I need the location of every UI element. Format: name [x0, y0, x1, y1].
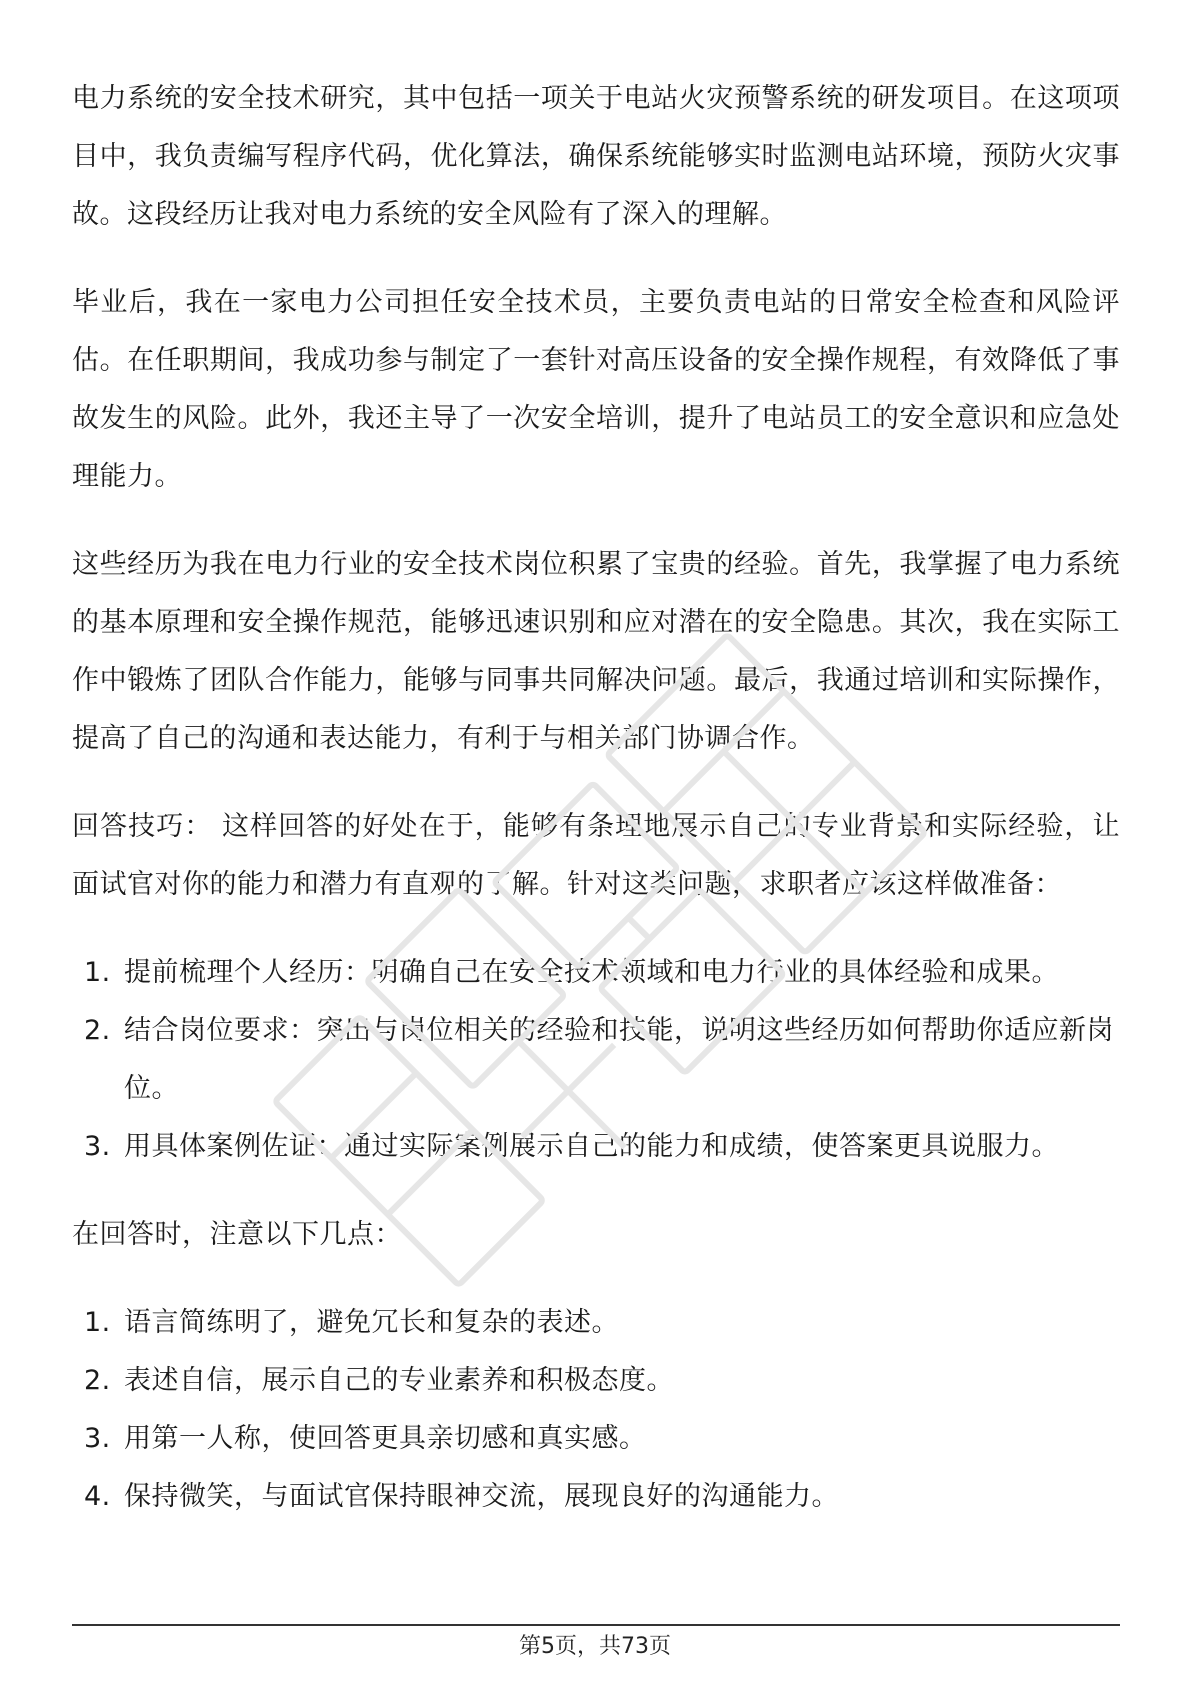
list-item-number: 2. — [84, 1365, 111, 1396]
page-content — [72, 70, 1120, 1556]
list-item — [72, 1352, 1120, 1410]
notes-list — [72, 1294, 1120, 1526]
paragraph-accumulated-experience: 这些经历为我在电力行业的安全技术岗位积累了宝贵的经验。首先，我掌握了电力系统的基本原理和安全操作规范，能够迅速识别和应对潜在的安全隐患。其次，我在实际工作中锻炼了团队合作能力，能够与同事共同解决问题。最后，我通过培训和实际操作，提高了自己的沟通和表达能力，有利于与相关部门协调合作。 — [72, 549, 1120, 754]
list-item-text: 用第一人称，使回答更具亲切感和真实感。 — [124, 1423, 647, 1454]
list-item-text: 语言简练明了，避免冗长和复杂的表述。 — [124, 1307, 619, 1338]
paragraph-notes-intro: 在回答时，注意以下几点： — [72, 1219, 402, 1250]
list-item — [72, 1002, 1120, 1118]
list-item — [72, 1410, 1120, 1468]
list-item-text: 表述自信，展示自己的专业素养和积极态度。 — [124, 1365, 674, 1396]
list-item — [72, 1294, 1120, 1352]
list-item-text: 提前梳理个人经历：明确自己在安全技术领域和电力行业的具体经验和成果。 — [124, 957, 1059, 988]
paragraph-research: 电力系统的安全技术研究，其中包括一项关于电站火灾预警系统的研发项目。在这项项目中，我负责编写程序代码，优化算法，确保系统能够实时监测电站环境，预防火灾事故。这段经历让我对电力系统的安全风险有了深入的理解。 — [72, 83, 1120, 230]
list-item-number: 3. — [84, 1423, 111, 1454]
list-item-number: 3. — [84, 1131, 111, 1162]
paragraph-work-experience: 毕业后，我在一家电力公司担任安全技术员，主要负责电站的日常安全检查和风险评估。在任职期间，我成功参与制定了一套针对高压设备的安全操作规程，有效降低了事故发生的风险。此外，我还主导了一次安全培训，提升了电站员工的安全意识和应急处理能力。 — [72, 287, 1120, 492]
list-item-number: 2. — [84, 1015, 111, 1046]
list-item — [72, 944, 1120, 1002]
paragraph-answer-tips: 回答技巧： 这样回答的好处在于，能够有条理地展示自己的专业背景和实际经验，让面试官对你的能力和潜力有直观的了解。针对这类问题，求职者应该这样做准备： — [72, 811, 1120, 900]
list-item-text: 保持微笑，与面试官保持眼神交流，展现良好的沟通能力。 — [124, 1481, 839, 1512]
list-item — [72, 1118, 1120, 1176]
list-item-text: 用具体案例佐证：通过实际案例展示自己的能力和成绩，使答案更具说服力。 — [124, 1131, 1059, 1162]
list-item-number: 4. — [84, 1481, 111, 1512]
footer-divider — [72, 1624, 1120, 1626]
page-number-footer: 第5页，共73页 — [519, 1634, 671, 1659]
list-item-number: 1. — [84, 1307, 111, 1338]
list-item — [72, 1468, 1120, 1526]
list-item-number: 1. — [84, 957, 111, 988]
list-item-text: 结合岗位要求：突出与岗位相关的经验和技能，说明这些经历如何帮助你适应新岗位。 — [124, 1015, 1114, 1104]
preparation-list — [72, 944, 1120, 1176]
